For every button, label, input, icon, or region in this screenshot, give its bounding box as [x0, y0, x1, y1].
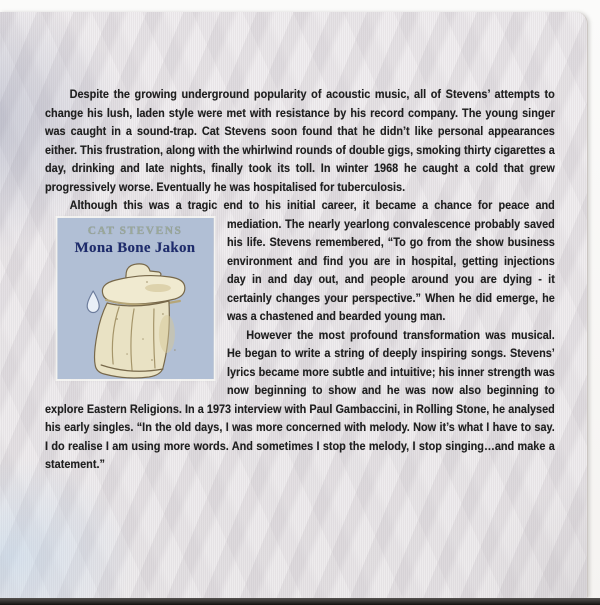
- lid-shading: [145, 284, 171, 292]
- paragraph-2-intro: Although this was a tragic end to his initial career, it became a chance for peace: [69, 198, 530, 212]
- scan-bottom-edge: [0, 598, 600, 605]
- paragraph-2-continuation: and mediation. The nearly yearlong convalescence probably saved his life. Stevens remembered, “To go from the show business environment and find you are in hospital, getting injections day in and day out, and people around you are dying - it certainly changes your perspective.” When he did emerge, he was a chastened and bearded young man.: [226, 198, 555, 323]
- paragraph-3: However the most profound transformation was musical. He began to write a string of deeply inspiring songs. Stevens’ lyrics became more subtle and intuitive; his inner strength was now beginning to show and he was now also beginning to explore Eastern Religions. In a 1973 interview with Paul Gambaccini, in Rolling Stone, he analysed his early singles. “In the old days, I was more concerned with melody. Now it’s what I have to say. I do realise I am using more words. And sometimes I stop the melody, I stop singing…and make a statement.”: [45, 327, 555, 471]
- album-title-label: Mona Bone Jakon: [74, 239, 196, 256]
- booklet-page: [0, 12, 588, 598]
- album-cover-art: [57, 218, 213, 379]
- article-text: [45, 85, 555, 474]
- album-cover: [57, 218, 213, 379]
- paragraph-2: [45, 196, 555, 326]
- trash-can-lid: [102, 275, 184, 303]
- album-artist-label: CAT STEVENS: [87, 224, 183, 237]
- paragraph-1: Despite the growing underground popularity of acoustic music, all of Stevens’ attempts to change his lush, laden style were met with resistance by his record company. The young singer was caught in a sound-trap. Cat Stevens soon found that he didn’t like personal appearances either. This frustration, along with the whirlwind rounds of double gigs, smoking thirty cigarettes a day, drinking and late nights, finally took its toll. In winter 1968 he caught a cold that grew progressively worse. Eventually he was hospitalised for tuberculosis.: [45, 87, 555, 194]
- body-shading: [159, 315, 175, 353]
